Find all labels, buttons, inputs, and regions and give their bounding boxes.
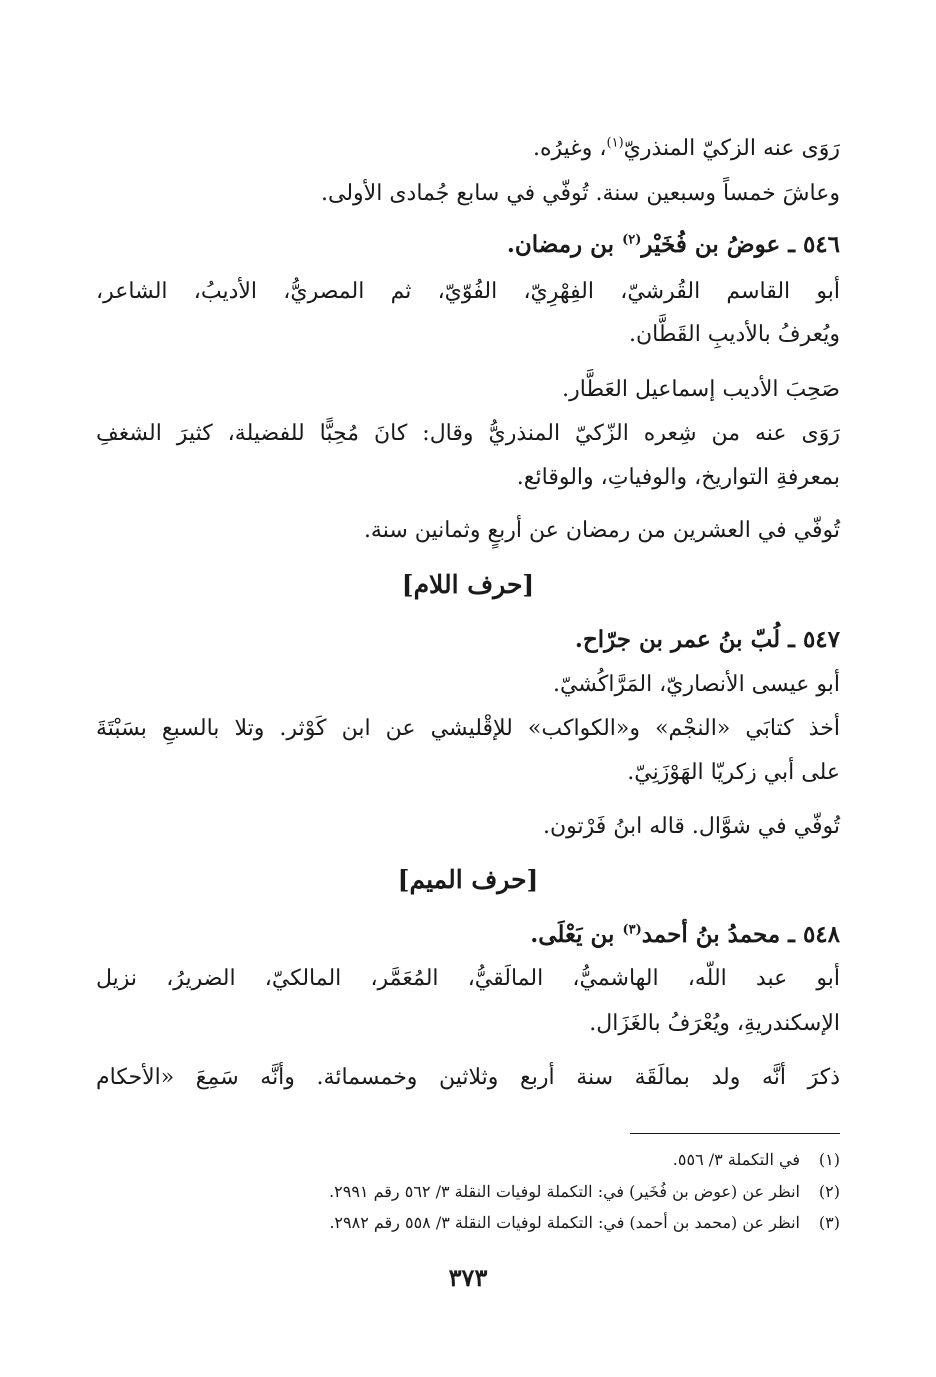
text-line	[533, 132, 840, 166]
entry-title-text: بن يَعْلَى.	[530, 921, 623, 948]
entry-title-547: ٥٤٧ ـ لُبّ بنُ عمر بن جرّاح.	[574, 626, 840, 653]
footnote-ref[interactable]: (١)	[606, 135, 624, 151]
text-line: أخذ كتابَي «النجْم» و«الكواكب» للإقْليشي عن ابن كَوْثر. وتلا بالسبعِ بسَبْتَةَ	[96, 716, 840, 741]
entry-title-548	[530, 918, 840, 952]
footnote-text: انظر عن (عوض بن فُخَير) في: التكملة لوفيات النقلة ٣/ ٥٦٢ رقم ٢٩٩١.	[329, 1182, 800, 1201]
text-line: ذكرَ أنَّه ولد بمالَقَة سنة أربع وثلاثين وخمسمائة. وأنَّه سَمِعَ «الأحكام	[96, 1065, 840, 1090]
text-line: أبو عيسى الأنصاريّ، المَرَّاكُشيّ.	[552, 672, 840, 697]
text-line: تُوفّي في العشرين من رمضان عن أربعٍ وثمانين سنة.	[363, 518, 840, 543]
text-line: ويُعرفُ بالأديبِ القَطَّان.	[628, 322, 840, 347]
footnote-number: (٢)	[818, 1182, 840, 1201]
section-heading-lam: [حرف اللام]	[401, 570, 535, 599]
footnote-3	[329, 1211, 840, 1235]
text-line: رَوَى عنه من شِعره الزّكيّ المنذريُّ وقال: كانَ مُحِبًّا للفضيلة، كثيرَ الشغفِ	[96, 421, 840, 446]
page-number: ٣٧٣	[448, 1263, 488, 1292]
text-line: أبو عبد اللّه، الهاشميُّ، المالَقيُّ، المُعَمَّر، المالكيّ، الضريرُ، نزيل	[96, 966, 840, 991]
footnote-divider	[630, 1133, 840, 1134]
section-heading-mim: [حرف الميم]	[397, 865, 539, 894]
footnote-number: (١)	[818, 1150, 840, 1169]
text-span: رَوَى عنه الزكيّ المنذريّ	[623, 136, 840, 161]
text-line: أبو القاسم القُرشيّ، الفِهْرِيّ، الفُوّيّ، ثم المصريُّ، الأديبُ، الشاعر،	[96, 279, 840, 304]
footnote-2	[329, 1180, 840, 1204]
text-line: تُوفّي في شوَّال. قاله ابنُ فَرْتون.	[542, 814, 840, 839]
entry-title-text: ٥٤٨ ـ محمدُ بنُ أحمد	[641, 921, 840, 948]
text-line: بمعرفةِ التواريخ، والوفياتِ، والوقائع.	[516, 465, 840, 490]
text-span: ، وغيرُه.	[532, 136, 607, 161]
entry-title-text: بن رمضان.	[506, 231, 623, 258]
text-line: الإسكندريةِ، ويُعْرَفُ بالغَزَال.	[589, 1011, 840, 1036]
entry-title-546	[507, 228, 840, 262]
entry-title-text: ٥٤٦ ـ عوضُ بن فُخَيْر	[641, 231, 840, 258]
footnote-ref[interactable]: (٢)	[622, 232, 642, 248]
footnote-text: في التكملة ٣/ ٥٥٦.	[672, 1150, 800, 1169]
text-line: على أبي زكريّا الهَوْزَنِيّ.	[627, 760, 840, 785]
text-line: صَحِبَ الأديب إسماعيل العَطَّار.	[562, 377, 840, 402]
footnote-number: (٣)	[818, 1213, 840, 1232]
text-line: وعاشَ خمساً وسبعين سنة. تُوفّي في سابع جُمادى الأولى.	[321, 181, 840, 206]
footnote-text: انظر عن (محمد بن أحمد) في: التكملة لوفيات النقلة ٣/ ٥٥٨ رقم ٢٩٨٢.	[329, 1213, 800, 1232]
footnote-ref[interactable]: (٣)	[622, 922, 642, 938]
footnote-1	[673, 1148, 840, 1172]
